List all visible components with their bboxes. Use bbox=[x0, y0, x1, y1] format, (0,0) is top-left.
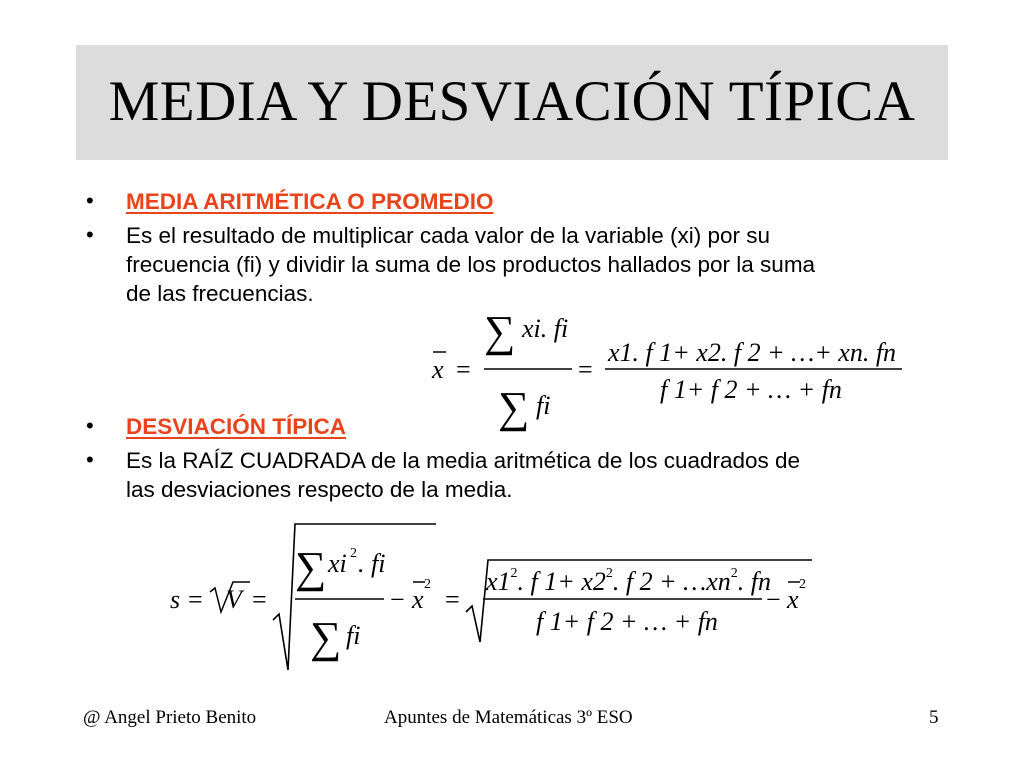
sum-icon: ∑ bbox=[484, 307, 516, 356]
desviacion-description-line-2: las desviaciones respecto de la media. bbox=[126, 477, 513, 502]
footer-author: @ Angel Prieto Benito bbox=[83, 707, 257, 728]
mean-numerator-2: x1. f 1+ x2. f 2 + …+ xn. fn bbox=[608, 338, 897, 367]
mean-equals-2: = bbox=[578, 355, 593, 384]
num2-part: x1 bbox=[486, 567, 511, 596]
std-minus-1: − bbox=[390, 585, 405, 614]
heading-media-aritmetica: MEDIA ARITMÉTICA O PROMEDIO bbox=[126, 189, 494, 214]
std-v: V bbox=[226, 585, 242, 614]
std-lhs-s: s bbox=[170, 585, 181, 614]
std-xbar-1-exp: 2 bbox=[424, 577, 431, 592]
footer-page-number: 5 bbox=[929, 707, 939, 728]
num2-part: . fn bbox=[737, 567, 772, 596]
heading-desviacion-tipica: DESVIACIÓN TÍPICA bbox=[126, 414, 347, 439]
std-xbar-1: x bbox=[412, 585, 424, 614]
num2-part: . f 1+ x2 bbox=[517, 567, 606, 596]
mean-lhs-x: x bbox=[432, 355, 444, 384]
std-xbar-2-exp: 2 bbox=[799, 577, 806, 592]
std-numerator-2 bbox=[485, 566, 771, 596]
media-description-line-2: frecuencia (fi) y dividir la suma de los productos hallados por la suma bbox=[126, 252, 816, 277]
bullet-marker: • bbox=[86, 188, 94, 213]
media-description-line-1: Es el resultado de multiplicar cada valor de la variable (xi) por su bbox=[126, 223, 771, 248]
num2-exp: 2 bbox=[510, 566, 518, 581]
std-equals-2: = bbox=[252, 585, 267, 614]
num2-exp: 2 bbox=[605, 566, 613, 581]
std-numerator-1-base: xi bbox=[328, 549, 347, 578]
std-xbar-2: x bbox=[787, 585, 799, 614]
num2-exp: 2 bbox=[730, 566, 738, 581]
footer-course: Apuntes de Matemáticas 3º ESO bbox=[384, 707, 633, 728]
std-numerator-1-exp: 2 bbox=[350, 546, 357, 561]
sum-icon: ∑ bbox=[310, 613, 342, 662]
bullet-marker: • bbox=[86, 413, 94, 438]
bullet-marker: • bbox=[86, 222, 94, 247]
num2-part: . f 2 + …xn bbox=[612, 567, 731, 596]
std-equals-3: = bbox=[445, 585, 460, 614]
mean-numerator-1: xi. fi bbox=[522, 314, 569, 343]
sum-icon: ∑ bbox=[498, 383, 530, 432]
bullet-marker: • bbox=[86, 447, 94, 472]
desviacion-description-line-1: Es la RAÍZ CUADRADA de la media aritmética de los cuadrados de bbox=[126, 448, 801, 473]
sum-icon: ∑ bbox=[295, 543, 327, 592]
media-description-line-3: de las frecuencias. bbox=[126, 281, 314, 306]
mean-denominator-1: fi bbox=[536, 391, 551, 420]
std-numerator-1-tail: . fi bbox=[358, 549, 386, 578]
mean-equals-1: = bbox=[456, 355, 471, 384]
slide-title: MEDIA Y DESVIACIÓN TÍPICA bbox=[108, 70, 916, 133]
std-minus-2: − bbox=[766, 585, 781, 614]
std-equals-1: = bbox=[188, 585, 203, 614]
std-denominator-1: fi bbox=[346, 621, 361, 650]
mean-denominator-2: f 1+ f 2 + … + fn bbox=[660, 375, 842, 404]
std-denominator-2: f 1+ f 2 + … + fn bbox=[536, 607, 718, 636]
